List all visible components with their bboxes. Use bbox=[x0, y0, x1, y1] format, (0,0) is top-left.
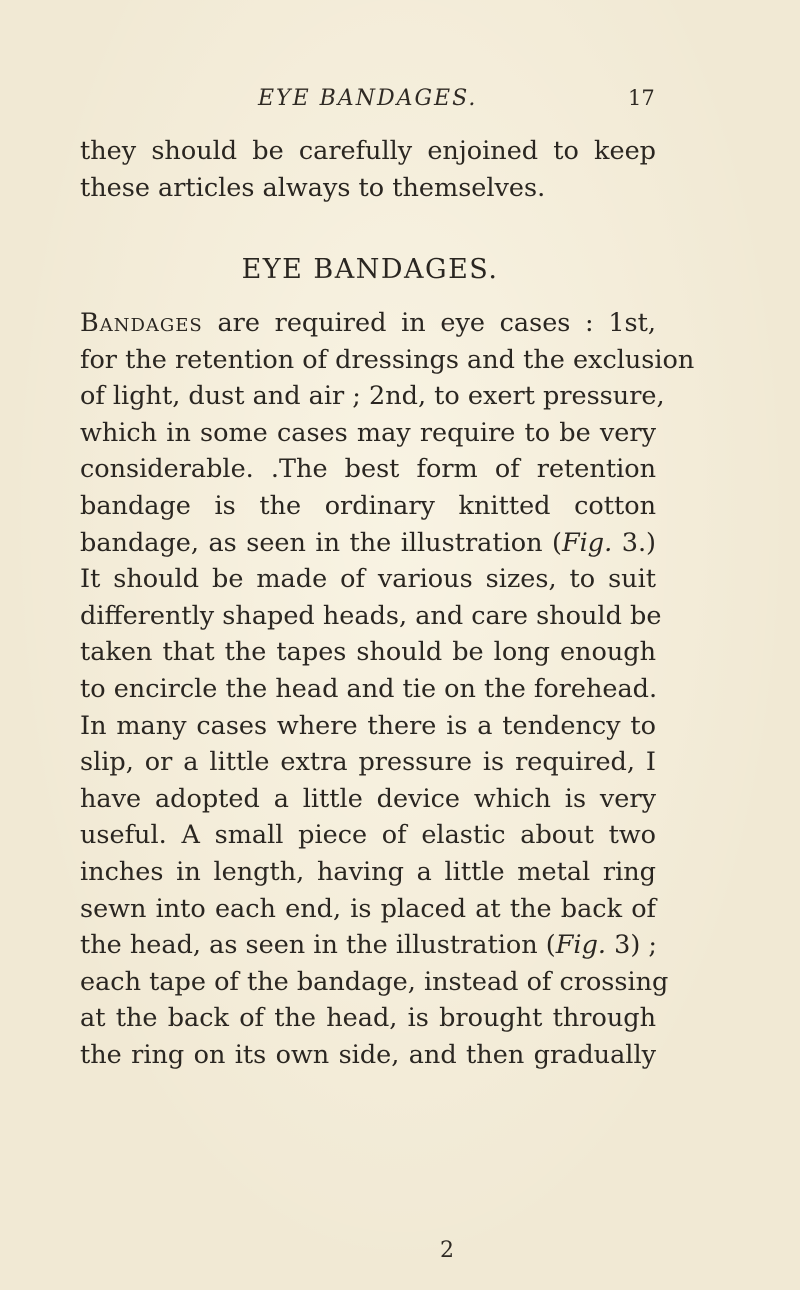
text-line: of light, dust and air ; 2nd, to exert pressure, bbox=[80, 381, 665, 412]
figure-reference: Fig. bbox=[555, 930, 606, 961]
line-text: are required in eye cases : 1st, bbox=[202, 308, 656, 338]
text-line: inches in length, having a little metal ring bbox=[80, 856, 656, 887]
text-line: differently shaped heads, and care should be bbox=[80, 600, 662, 631]
line-text: bandage, as seen in the illustration ( bbox=[80, 527, 562, 558]
text-line bbox=[80, 927, 656, 964]
running-title: EYE BANDAGES. bbox=[258, 86, 478, 111]
text-line: slip, or a little extra pressure is required, I bbox=[80, 747, 656, 778]
text-line: It should be made of various sizes, to suit bbox=[80, 564, 656, 595]
text-line: the ring on its own side, and then gradually bbox=[80, 1039, 656, 1070]
line-text: 3.) bbox=[612, 527, 656, 558]
text-line: bandage is the ordinary knitted cotton bbox=[80, 490, 656, 521]
text-line: at the back of the head, is brought through bbox=[80, 1003, 656, 1034]
text-line: useful. A small piece of elastic about two bbox=[80, 820, 656, 851]
text-line: taken that the tapes should be long enough bbox=[80, 637, 656, 668]
text-line: to encircle the head and tie on the forehead. bbox=[80, 673, 658, 704]
line-text: 3) ; bbox=[606, 930, 657, 961]
section-heading: EYE BANDAGES. bbox=[241, 254, 499, 285]
page-number: 17 bbox=[628, 86, 655, 110]
text-line: they should be carefully enjoined to keep bbox=[80, 136, 656, 166]
signature-mark: 2 bbox=[440, 1238, 454, 1263]
text-line bbox=[80, 525, 656, 562]
text-line: In many cases where there is a tendency to bbox=[80, 710, 656, 741]
text-line: sewn into each end, is placed at the back of bbox=[80, 893, 656, 924]
intro-paragraph bbox=[80, 133, 656, 206]
body-paragraph bbox=[80, 305, 695, 1073]
text-line: have adopted a little device which is very bbox=[80, 783, 656, 814]
text-line: considerable. .The best form of retention bbox=[80, 454, 656, 485]
text-line: which in some cases may require to be very bbox=[80, 417, 656, 448]
lead-word: Bandages bbox=[80, 308, 203, 338]
line-text: the head, as seen in the illustration ( bbox=[80, 930, 556, 961]
text-line: each tape of the bandage, instead of crossing bbox=[80, 966, 669, 997]
figure-reference: Fig. bbox=[561, 527, 613, 558]
text-line bbox=[80, 305, 656, 342]
text-line: for the retention of dressings and the exclusion bbox=[80, 344, 695, 375]
text-line: these articles always to themselves. bbox=[80, 172, 546, 203]
running-head bbox=[0, 86, 800, 116]
